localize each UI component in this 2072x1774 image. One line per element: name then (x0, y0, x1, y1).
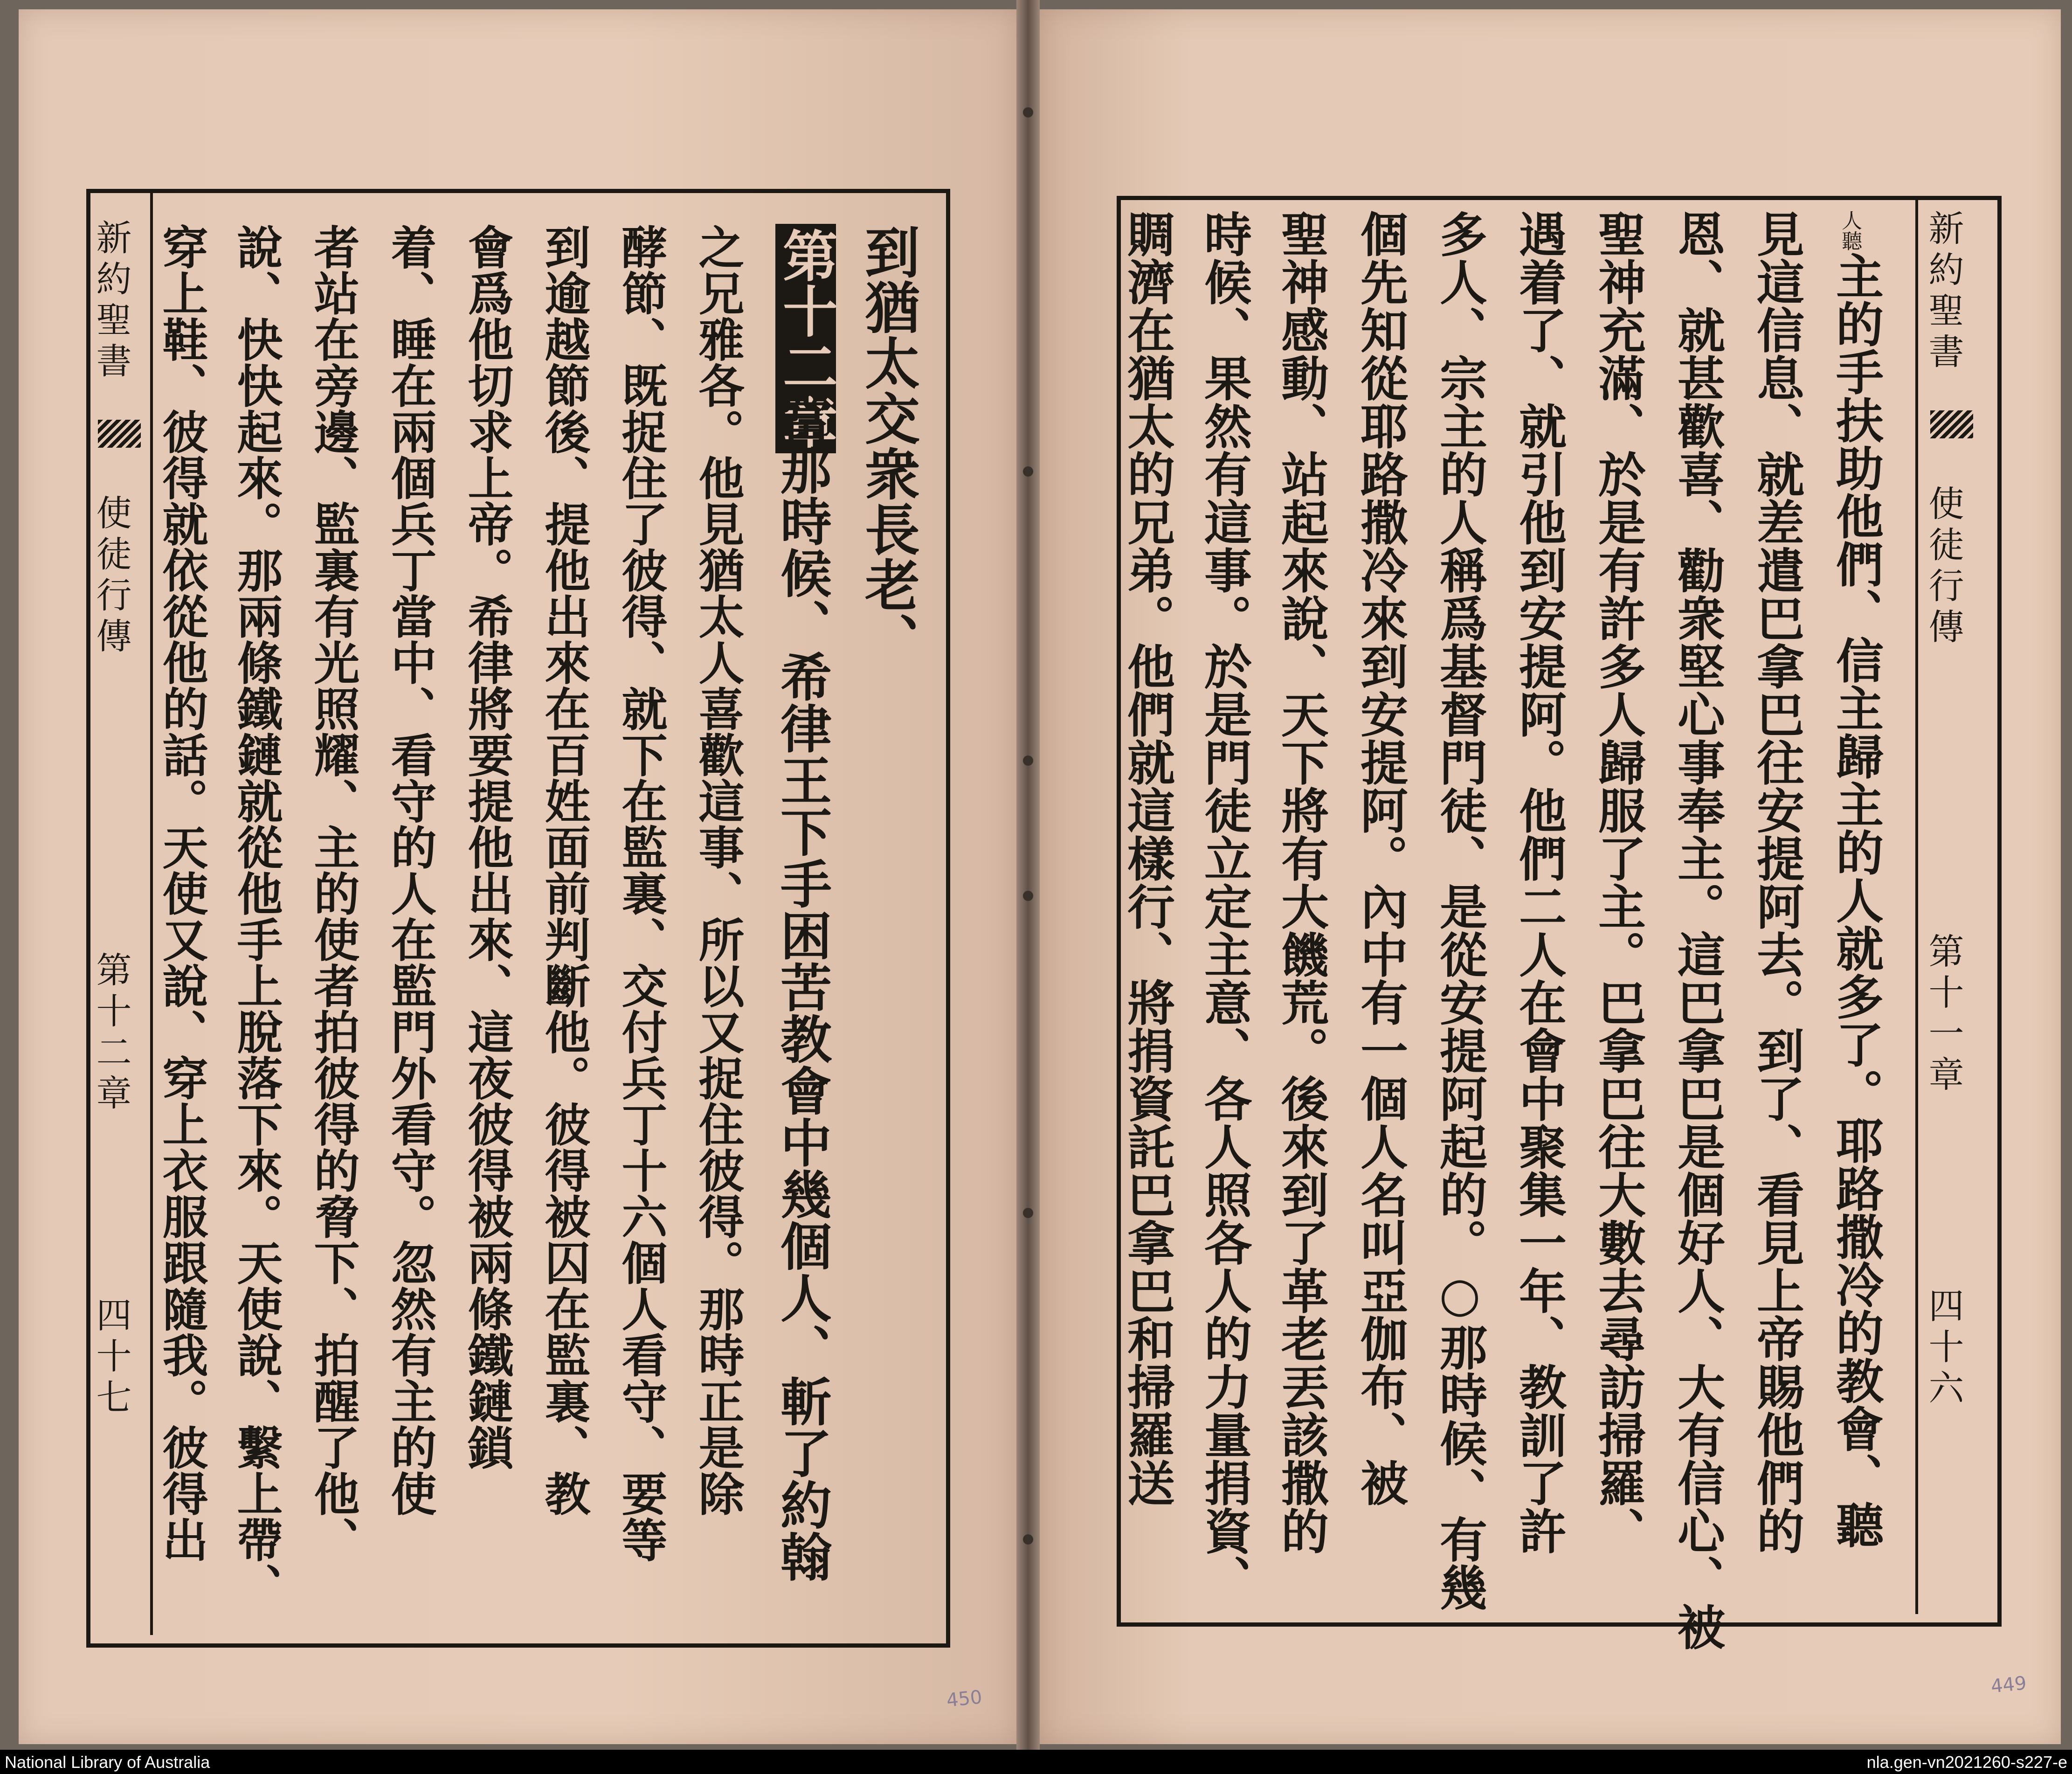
right-header-book-name: 使徒行傳 (1923, 485, 1964, 649)
left-header-rule (150, 193, 153, 1635)
right-header-book-title: 新約聖書 (1923, 210, 1964, 374)
right-header-ornament (1930, 410, 1973, 438)
left-header-page-number: 四十七 (90, 1296, 132, 1420)
left-column-9: 說、快快起來。那兩條鐵鏈就從他手上脫落下來。天使說、繫上帶、 (229, 224, 283, 1609)
left-column-7: 着、睡在兩個兵丁當中、看守的人在監門外看守。忽然有主的使 (383, 224, 437, 1517)
footer-identifier: nla.gen-vn2021260-s227-e (1866, 1753, 2067, 1772)
binding-stitch-6 (1023, 1534, 1033, 1545)
right-header-rule (1915, 200, 1918, 1614)
left-column-6: 會爲他切求上帝。希律將要提他出來、這夜彼得被兩條鐵鏈鎖 (460, 224, 514, 1470)
binding-stitch-1 (1023, 107, 1033, 118)
right-column-10: 賙濟在猶太的兄弟。他們就這樣行、將捐資託巴拿巴和掃羅送 (1119, 210, 1175, 1507)
right-column-4: 聖神充滿、於是有許多人歸服了主。巴拿巴往大數去尋訪掃羅、 (1590, 210, 1646, 1555)
binding-stitch-5 (1023, 1208, 1033, 1218)
right-pencil-page-number: 449 (1989, 1672, 2028, 1698)
right-column-2: 見這信息、就差遣巴拿巴往安提阿去。到了、看見上帝賜他們的 (1749, 210, 1805, 1555)
right-margin-note: 人聽 (1838, 210, 1862, 251)
right-header-page-number: 四十六 (1923, 1287, 1964, 1410)
left-header-chapter: 第十二章 (90, 951, 132, 1116)
left-column-10: 穿上鞋、彼得就依從他的話。天使又說、穿上衣服跟隨我。彼得出 (155, 224, 208, 1563)
right-column-8: 聖神感動、站起來說、天下將有大饑荒。後來到了革老丟該撒的 (1273, 210, 1329, 1555)
binding-stitch-3 (1023, 755, 1033, 766)
left-header-ornament (98, 420, 141, 448)
binding-stitch-4 (1023, 891, 1033, 901)
book-gutter (1016, 0, 1040, 1750)
footer-library-name: National Library of Australia (5, 1753, 210, 1772)
right-column-9: 時候、果然有這事。於是門徒立定主意、各人照各人的力量捐資、 (1196, 210, 1252, 1603)
left-column-3: 之兄雅各。他見猶太人喜歡這事、所以又捉住彼得。那時正是除 (691, 224, 745, 1517)
binding-stitch-2 (1023, 466, 1033, 477)
left-column-2: 當那時候、希律王下手困苦教會中幾個人、斬了約翰 (772, 392, 832, 1582)
left-column-5: 到逾越節後、提他出來在百姓面前判斷他。彼得被囚在監裏、教 (537, 224, 591, 1517)
left-column-8: 者站在旁邊、監裏有光照耀、主的使者拍彼得的脅下、拍醒了他、 (306, 224, 360, 1563)
left-column-1: 到猶太交衆長老、 (856, 224, 920, 668)
right-column-3: 恩、就甚歡喜、勸衆堅心事奉主。這巴拿巴是個好人、大有信心、被 (1670, 210, 1726, 1651)
left-header-book-title: 新約聖書 (90, 219, 132, 383)
footer-bar (0, 1750, 2072, 1774)
left-chapter-heading: 第十二章 (775, 224, 836, 453)
right-column-1: 主的手扶助他們、信主歸主的人就多了。耶路撒冷的教會、聽 (1828, 252, 1884, 1549)
right-column-7: 個先知從耶路撒冷來到安提阿。內中有一個人名叫亞伽布、被 (1353, 210, 1409, 1507)
left-pencil-page-number: 450 (945, 1686, 983, 1712)
left-header-book-name: 使徒行傳 (90, 494, 132, 658)
right-header-chapter: 第十一章 (1923, 933, 1964, 1097)
left-column-4: 酵節、既捉住了彼得、就下在監裏、交付兵丁十六個人看守、要等 (614, 224, 668, 1563)
right-column-6: 多人、宗主的人稱爲基督門徒、是從安提阿起的。○那時候、有幾 (1432, 210, 1488, 1611)
right-column-5: 遇着了、就引他到安提阿。他們二人在會中聚集一年、教訓了許 (1511, 210, 1567, 1555)
